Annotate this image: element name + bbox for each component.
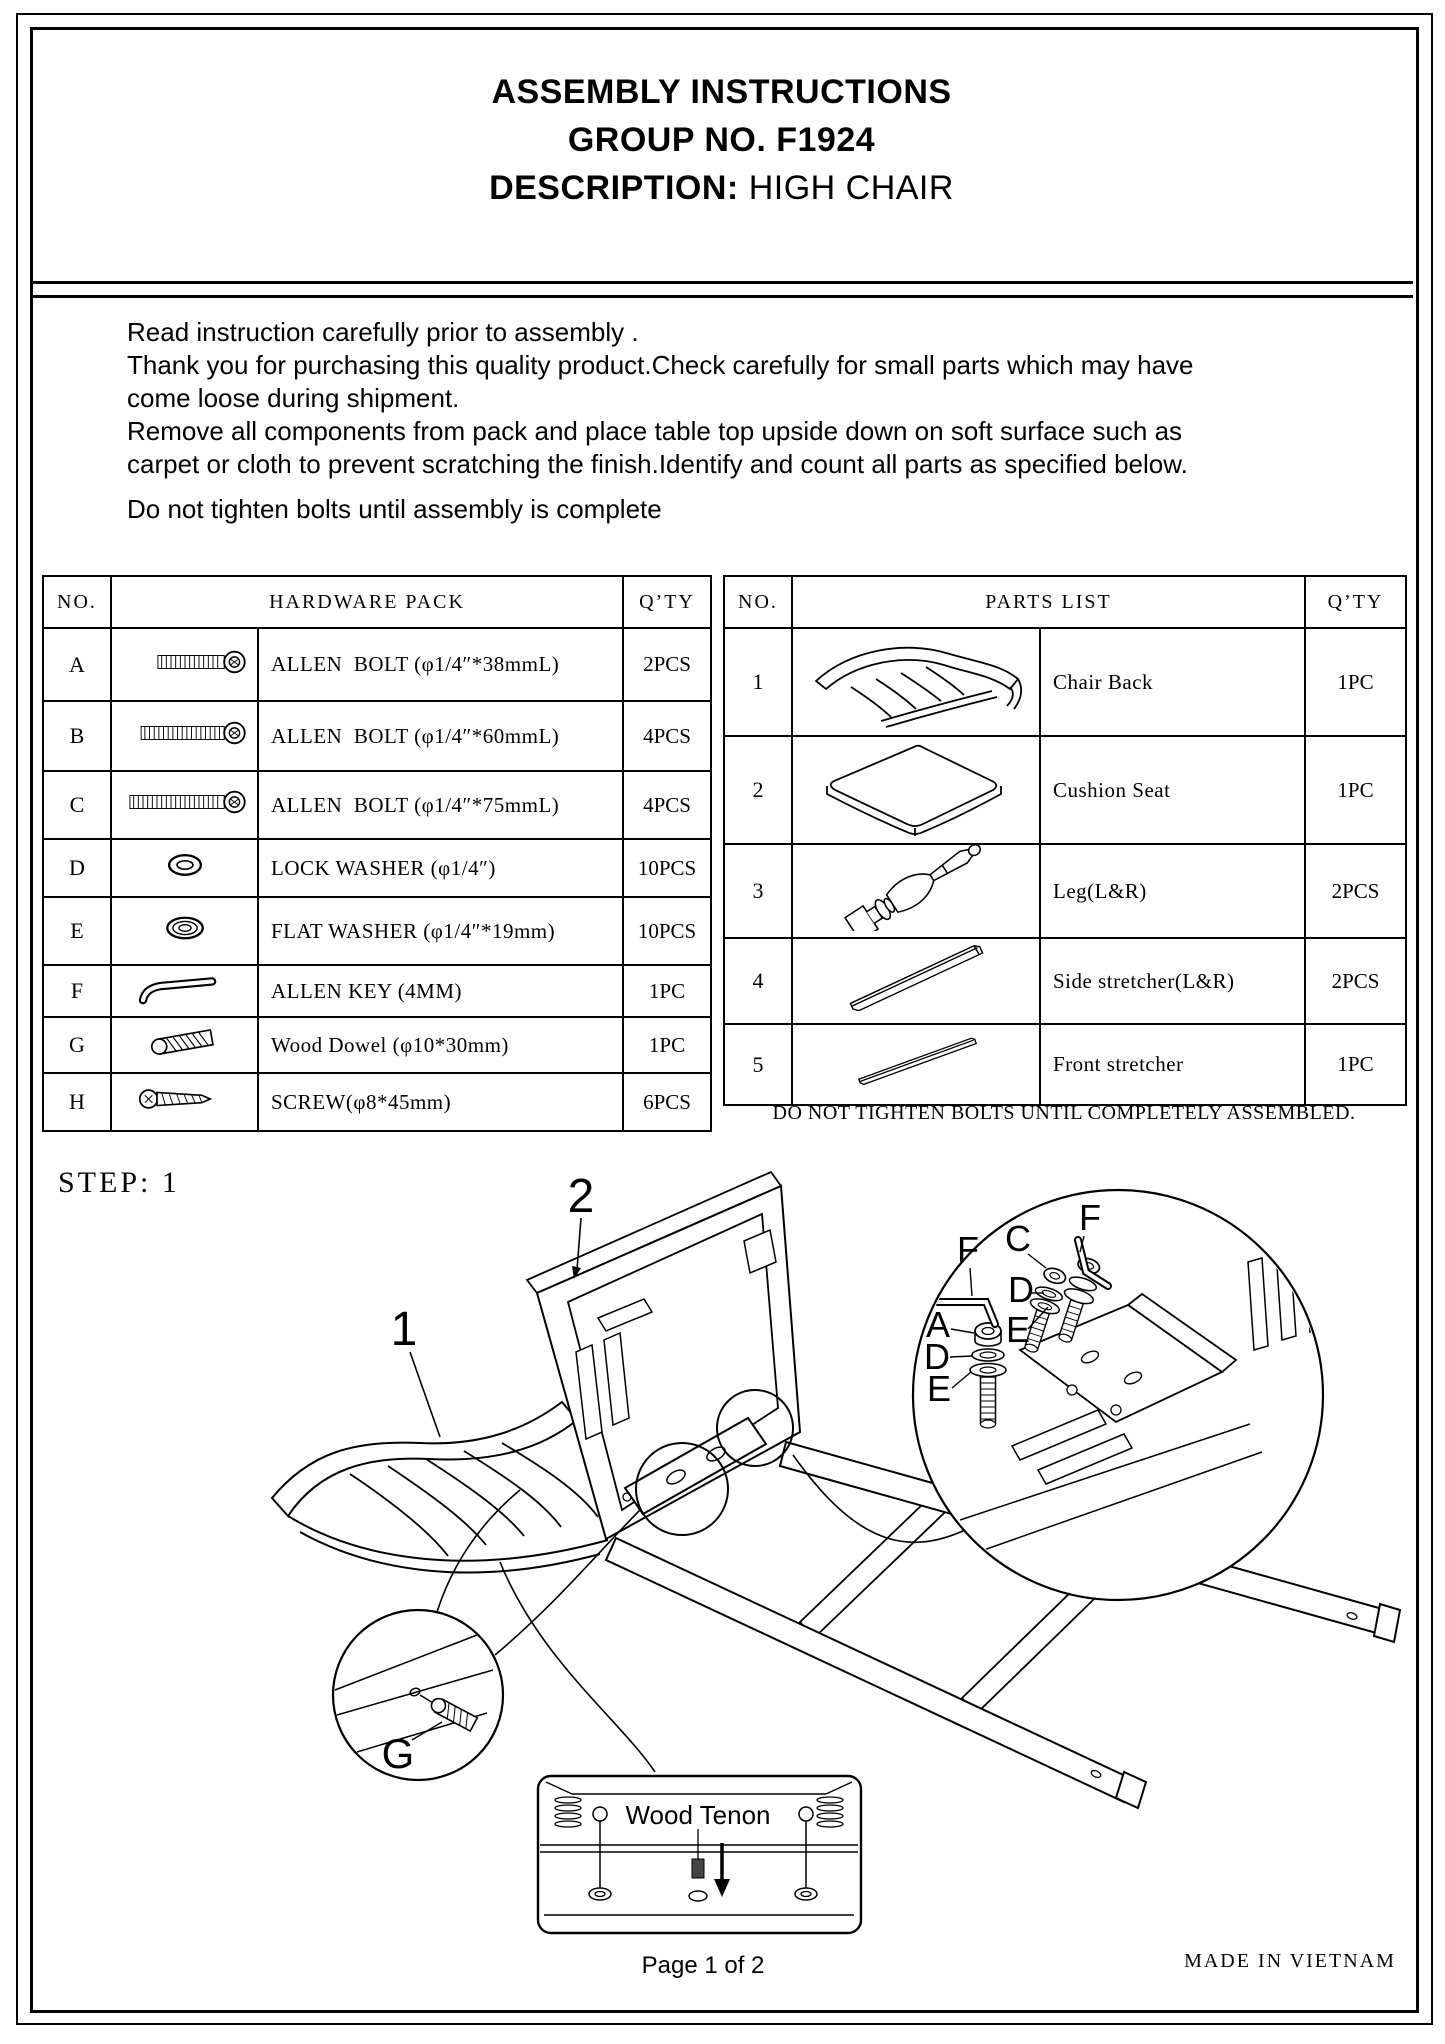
wood-dowel-icon [111,1017,258,1073]
callout-part2: 2 [567,1170,595,1223]
hw-qty: 10PCS [623,897,711,965]
table-row [724,1024,1406,1105]
chair-back-illustration [792,628,1040,736]
table-row [724,938,1406,1024]
part-desc: Side stretcher(L&R) [1040,938,1305,1024]
step-diagram [32,1130,1413,1945]
header-divider-top [30,281,1413,284]
callout-f1: F [957,1229,979,1270]
intro-text [127,316,1193,526]
screw-icon [111,1073,258,1131]
hw-qty: 4PCS [623,701,711,771]
header [30,68,1413,212]
intro-line: carpet or cloth to prevent scratching the finish.Identify and count all parts as specified below. [127,449,1188,479]
intro-warning: Do not tighten bolts until assembly is complete [127,494,662,524]
assembly-note: DO NOT TIGHTEN BOLTS UNTIL COMPLETELY ASSEMBLED. [772,1102,1356,1124]
hw-no: F [43,965,111,1017]
hw-no: G [43,1017,111,1073]
callout-e-upper: E [1005,1309,1031,1350]
callout-f2: F [1079,1197,1101,1238]
part-qty: 2PCS [1305,844,1406,938]
hw-desc: ALLEN BOLT (φ1/4″*38mmL) [258,628,623,701]
intro-line: come loose during shipment. [127,383,460,413]
intro-line: Thank you for purchasing this quality product.Check carefully for small parts which may have [127,350,1194,380]
hw-no: H [43,1073,111,1131]
parts-col-name: PARTS LIST [792,576,1305,628]
lock-washer-icon [111,839,258,897]
hw-desc: Wood Dowel (φ10*30mm) [258,1017,623,1073]
description-value: HIGH CHAIR [738,169,954,207]
hw-col-name: HARDWARE PACK [111,576,623,628]
hw-desc: SCREW(φ8*45mm) [258,1073,623,1131]
hardware-table [42,575,712,1132]
callout-e-lower: E [926,1368,952,1409]
part-qty: 1PC [1305,628,1406,736]
parts-col-qty: Q’TY [1305,576,1406,628]
made-in-label: MADE IN VIETNAM [1184,1950,1396,1972]
parts-header-row [724,576,1406,628]
header-divider-bottom [30,295,1413,298]
hw-no: E [43,897,111,965]
allen-bolt-38-icon [111,628,258,701]
dowel-detail-bubble [333,1610,503,1780]
step-label: STEP: 1 [58,1166,180,1199]
hw-desc: ALLEN BOLT (φ1/4″*75mmL) [258,771,623,839]
hardware-detail-bubble [913,1190,1324,1600]
hw-col-no: NO. [43,576,111,628]
page-number: Page 1 of 2 [641,1952,765,1979]
hw-no: A [43,628,111,701]
table-row [43,771,711,839]
hw-no: B [43,701,111,771]
allen-key-icon [111,965,258,1017]
allen-bolt-75-icon [111,771,258,839]
allen-bolt-60-icon [111,701,258,771]
callout-part1: 1 [390,1303,418,1356]
table-row [724,628,1406,736]
part-desc: Front stretcher [1040,1024,1305,1105]
callout-g: G [381,1730,415,1777]
parts-col-no: NO. [724,576,792,628]
part-desc: Cushion Seat [1040,736,1305,844]
hw-qty: 6PCS [623,1073,711,1131]
leg-illustration [792,844,1040,938]
description-line [30,164,1413,212]
part-desc: Leg(L&R) [1040,844,1305,938]
table-row [43,839,711,897]
hw-qty: 4PCS [623,771,711,839]
hw-qty: 1PC [623,965,711,1017]
hw-qty: 10PCS [623,839,711,897]
leader-curves [437,1455,965,1772]
wood-tenon-label: Wood Tenon [625,1800,771,1830]
hw-desc: ALLEN KEY (4MM) [258,965,623,1017]
part-no: 1 [724,628,792,736]
part-no: 2 [724,736,792,844]
table-row [43,1017,711,1073]
parts-table [723,575,1407,1106]
table-row [43,628,711,701]
part-qty: 2PCS [1305,938,1406,1024]
cushion-seat-illustration [792,736,1040,844]
table-row [724,844,1406,938]
hw-qty: 2PCS [623,628,711,701]
part-desc: Chair Back [1040,628,1305,736]
part-qty: 1PC [1305,736,1406,844]
hw-no: C [43,771,111,839]
table-row [43,965,711,1017]
hw-qty: 1PC [623,1017,711,1073]
table-row [43,897,711,965]
hw-col-qty: Q’TY [623,576,711,628]
callout-d-lower: D [924,1336,950,1377]
hw-no: D [43,839,111,897]
table-row [43,1073,711,1131]
intro-line: Read instruction carefully prior to assembly . [127,317,639,347]
hw-desc: FLAT WASHER (φ1/4″*19mm) [258,897,623,965]
callout-d-upper: D [1008,1269,1034,1310]
wood-tenon-box [538,1776,861,1933]
part-qty: 1PC [1305,1024,1406,1105]
part-no: 4 [724,938,792,1024]
side-stretcher-illustration [792,938,1040,1024]
group-number: GROUP NO. F1924 [567,121,876,159]
hw-desc: ALLEN BOLT (φ1/4″*60mmL) [258,701,623,771]
table-row [724,736,1406,844]
flat-washer-icon [111,897,258,965]
callout-a: A [925,1304,951,1345]
hardware-header-row [43,576,711,628]
part-no: 3 [724,844,792,938]
chair-back-drawing [272,1402,608,1573]
page-title: ASSEMBLY INSTRUCTIONS [491,73,952,111]
intro-line: Remove all components from pack and place table top upside down on soft surface such as [127,416,1183,446]
callout-c: C [1005,1218,1031,1259]
description-label: DESCRIPTION: [489,169,739,207]
hw-desc: LOCK WASHER (φ1/4″) [258,839,623,897]
front-stretcher-illustration [792,1024,1040,1105]
part-no: 5 [724,1024,792,1105]
table-row [43,701,711,771]
